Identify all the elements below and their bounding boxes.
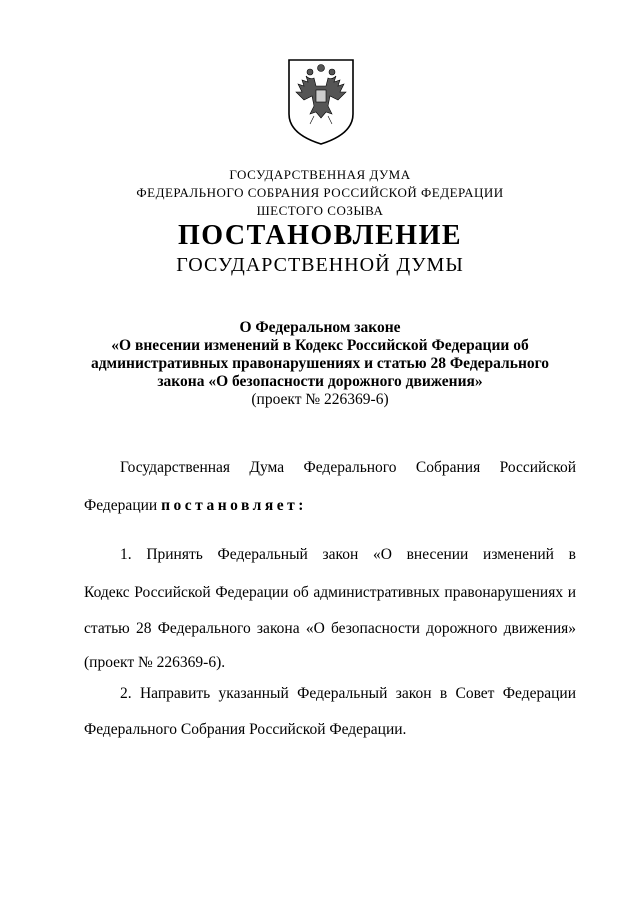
item-2-line-1: 2. Направить указанный Федеральный закон в Совет Федерации	[120, 685, 576, 702]
intro-line-1: Государственная Дума Федерального Собрания Российской	[120, 459, 576, 476]
intro-line-2	[84, 496, 576, 516]
item-1-line-2: Кодекс Российской Федерации об административных правонарушениях и	[84, 584, 576, 601]
intro-prefix: Федерации	[84, 497, 158, 514]
document-subtitle: ГОСУДАРСТВЕННОЙ ДУМЫ	[176, 254, 464, 276]
subject-line-5: (проект № 226369-6)	[251, 391, 389, 408]
subject-line-1: О Федеральном законе	[239, 319, 401, 336]
document-title: ПОСТАНОВЛЕНИЕ	[177, 220, 463, 251]
item-1-line-3: статью 28 Федерального закона «О безопасности дорожного движения»	[84, 620, 576, 637]
header-line-2: ФЕДЕРАЛЬНОГО СОБРАНИЯ РОССИЙСКОЙ ФЕДЕРАЦИИ	[136, 185, 504, 200]
subject-line-4: закона «О безопасности дорожного движения»	[157, 373, 483, 390]
header-line-1: ГОСУДАРСТВЕННАЯ ДУМА	[229, 167, 411, 182]
coat-of-arms-icon	[286, 56, 356, 146]
item-1-line-4: (проект № 226369-6).	[84, 654, 226, 671]
header-line-3: ШЕСТОГО СОЗЫВА	[256, 203, 384, 218]
item-1-line-1: 1. Принять Федеральный закон «О внесении изменений в	[120, 546, 576, 563]
resolves-word: постановляет:	[161, 497, 307, 514]
subject-line-3: административных правонарушениях и статью 28 Федерального	[90, 355, 550, 372]
item-2-line-2: Федерального Собрания Российской Федерации.	[84, 721, 407, 738]
subject-line-2: «О внесении изменений в Кодекс Российской Федерации об	[111, 337, 529, 354]
